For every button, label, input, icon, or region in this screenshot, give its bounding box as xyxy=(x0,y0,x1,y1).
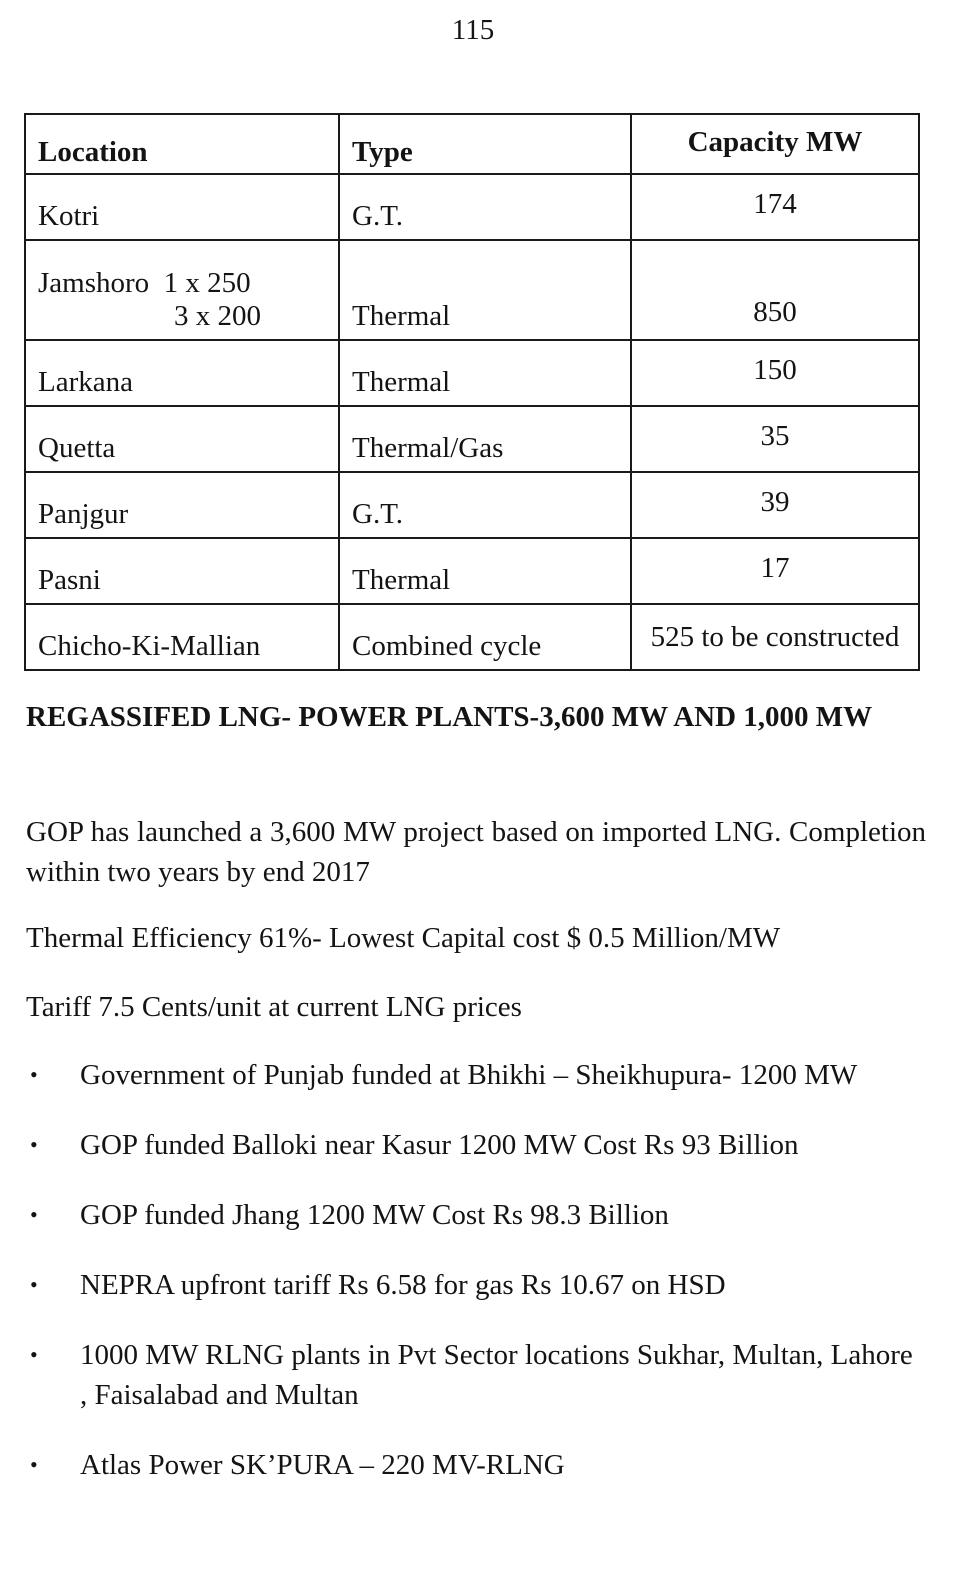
list-item-text: Atlas Power SK’PURA – 220 MV-RLNG xyxy=(80,1449,565,1481)
bullet-icon: • xyxy=(30,1452,38,1477)
page-number: 115 xyxy=(451,14,495,46)
table-header-row xyxy=(25,114,919,174)
list-item xyxy=(26,1445,926,1485)
cell-location xyxy=(25,240,339,340)
table-row xyxy=(25,604,919,670)
bullet-icon: • xyxy=(30,1132,38,1157)
cell-location-line1: Jamshoro 1 x 250 xyxy=(38,267,251,299)
table-row xyxy=(25,240,919,340)
table-row xyxy=(25,406,919,472)
cell-type: G.T. xyxy=(339,472,631,538)
cell-type: Thermal/Gas xyxy=(339,406,631,472)
cell-type: Thermal xyxy=(339,340,631,406)
list-item-text: Government of Punjab funded at Bhikhi – Sheikhupura- 1200 MW xyxy=(80,1059,858,1091)
cell-location: Quetta xyxy=(25,406,339,472)
cell-location: Panjgur xyxy=(25,472,339,538)
table-row xyxy=(25,340,919,406)
cell-type: Thermal xyxy=(339,538,631,604)
cell-capacity: 174 xyxy=(631,174,919,240)
paragraph-project-launch: GOP has launched a 3,600 MW project based on imported LNG. Completion within two years by end 2017 xyxy=(26,816,926,888)
section-heading: REGASSIFED LNG- POWER PLANTS-3,600 MW AND 1,000 MW xyxy=(26,701,873,733)
list-item-text: GOP funded Jhang 1200 MW Cost Rs 98.3 Billion xyxy=(80,1199,669,1231)
list-item-text: 1000 MW RLNG plants in Pvt Sector locations Sukhar, Multan, Lahore , Faisalabad and Multan xyxy=(80,1339,913,1411)
cell-capacity: 35 xyxy=(631,406,919,472)
power-plants-table xyxy=(24,113,920,671)
cell-location: Larkana xyxy=(25,340,339,406)
table-row xyxy=(25,538,919,604)
cell-location: Pasni xyxy=(25,538,339,604)
cell-capacity: 150 xyxy=(631,340,919,406)
cell-type: Thermal xyxy=(339,240,631,340)
paragraph-thermal-efficiency: Thermal Efficiency 61%- Lowest Capital cost $ 0.5 Million/MW xyxy=(26,922,781,954)
list-item xyxy=(26,1055,926,1095)
cell-location: Chicho-Ki-Mallian xyxy=(25,604,339,670)
list-item xyxy=(26,1125,926,1165)
cell-type: Combined cycle xyxy=(339,604,631,670)
cell-capacity: 850 xyxy=(631,240,919,340)
cell-location: Kotri xyxy=(25,174,339,240)
bullet-list xyxy=(26,1055,926,1485)
table-row xyxy=(25,174,919,240)
header-location: Location xyxy=(25,114,339,174)
cell-capacity: 39 xyxy=(631,472,919,538)
header-capacity: Capacity MW xyxy=(631,114,919,174)
list-item-text: NEPRA upfront tariff Rs 6.58 for gas Rs 10.67 on HSD xyxy=(80,1269,726,1301)
list-item-text: GOP funded Balloki near Kasur 1200 MW Cost Rs 93 Billion xyxy=(80,1129,799,1161)
list-item xyxy=(26,1335,926,1415)
cell-type: G.T. xyxy=(339,174,631,240)
bullet-icon: • xyxy=(30,1062,38,1087)
cell-location-line2: 3 x 200 xyxy=(174,300,261,332)
header-type: Type xyxy=(339,114,631,174)
list-item xyxy=(26,1195,926,1235)
bullet-icon: • xyxy=(30,1272,38,1297)
paragraph-tariff: Tariff 7.5 Cents/unit at current LNG prices xyxy=(26,991,522,1023)
cell-capacity: 525 to be constructed xyxy=(631,604,919,670)
list-item xyxy=(26,1265,926,1305)
bullet-icon: • xyxy=(30,1202,38,1227)
table-row xyxy=(25,472,919,538)
cell-capacity: 17 xyxy=(631,538,919,604)
bullet-icon: • xyxy=(30,1342,38,1367)
